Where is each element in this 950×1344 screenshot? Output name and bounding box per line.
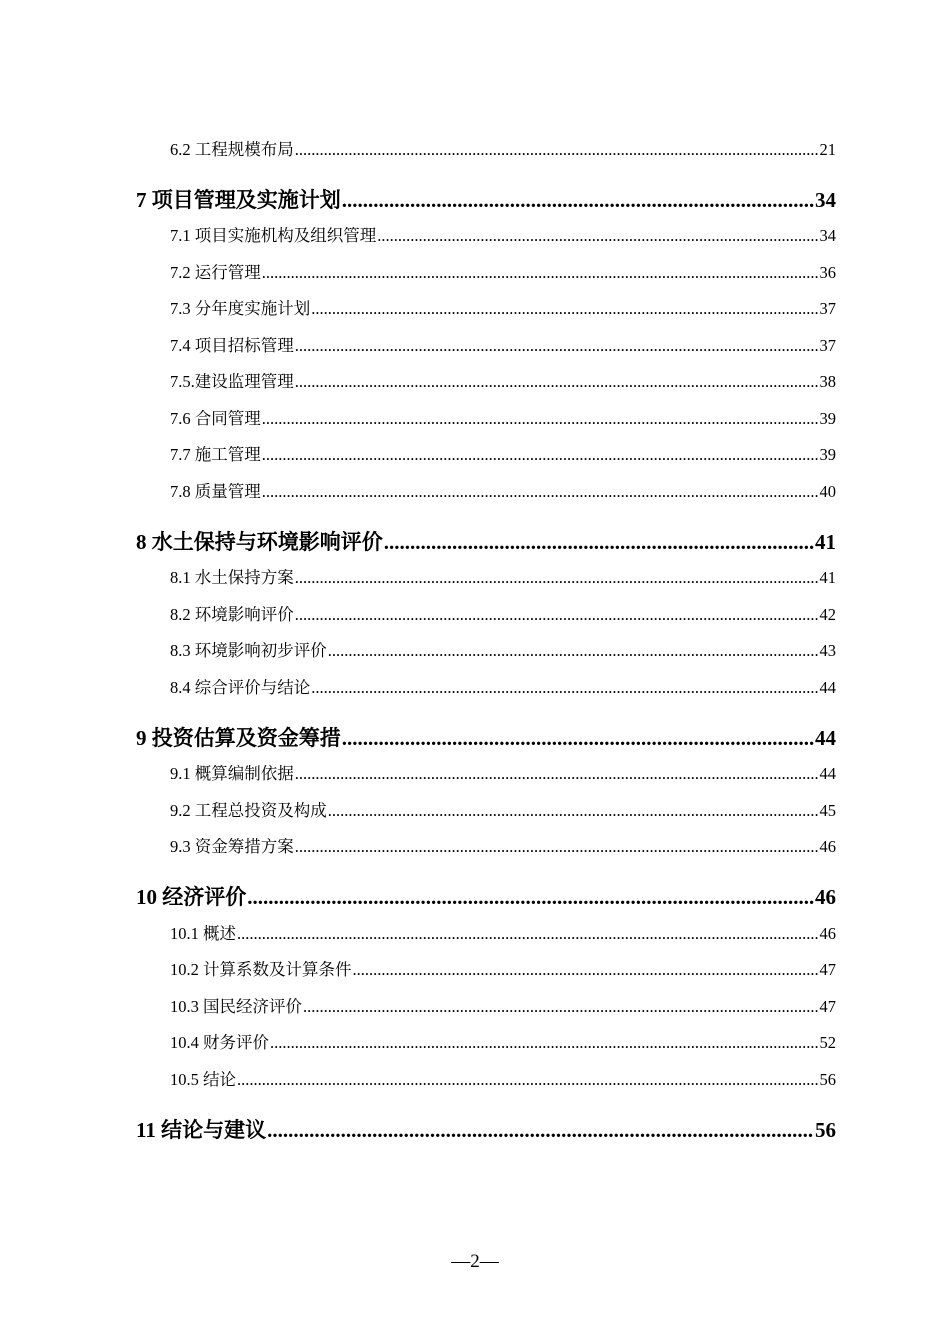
toc-entry[interactable] — [170, 762, 836, 786]
toc-entry[interactable] — [170, 958, 836, 982]
toc-chapter-entry[interactable] — [136, 882, 836, 912]
toc-entry-title: 7.6 合同管理 — [170, 409, 261, 428]
toc-entry-title: 7.3 分年度实施计划 — [170, 299, 311, 318]
toc-dot-leader — [303, 995, 819, 1019]
toc-entry-title: 10.1 概述 — [170, 924, 236, 943]
toc-entry-page: 47 — [819, 997, 836, 1016]
toc-dot-leader — [295, 370, 819, 394]
toc-chapter-title: 8 水土保持与环境影响评价 — [136, 530, 383, 554]
toc-entry-title: 6.2 工程规模布局 — [170, 140, 294, 159]
toc-dot-leader — [262, 443, 819, 467]
toc-entry[interactable] — [170, 261, 836, 285]
toc-entry-title: 8.4 综合评价与结论 — [170, 678, 311, 697]
toc-dot-leader — [342, 723, 814, 753]
toc-dot-leader — [328, 639, 819, 663]
toc-chapter-title: 11 结论与建议 — [136, 1118, 267, 1142]
toc-entry-page: 41 — [819, 568, 836, 587]
toc-entry[interactable] — [170, 480, 836, 504]
toc-entry[interactable] — [170, 1031, 836, 1055]
toc-entry-title: 7.5.建设监理管理 — [170, 372, 294, 391]
toc-entry[interactable] — [170, 603, 836, 627]
toc-dot-leader — [295, 138, 819, 162]
toc-entry-page: 47 — [819, 960, 836, 979]
toc-chapter-entry[interactable] — [136, 527, 836, 557]
toc-entry-page: 44 — [819, 764, 836, 783]
toc-dot-leader — [384, 527, 814, 557]
toc-chapter-page: 34 — [815, 188, 836, 212]
toc-entry[interactable] — [170, 443, 836, 467]
toc-entry[interactable] — [170, 370, 836, 394]
toc-entry[interactable] — [170, 297, 836, 321]
toc-entry-title: 8.3 环境影响初步评价 — [170, 641, 327, 660]
toc-entry-page: 43 — [819, 641, 836, 660]
toc-entry[interactable] — [170, 799, 836, 823]
toc-entry[interactable] — [170, 138, 836, 162]
toc-entry-title: 9.2 工程总投资及构成 — [170, 801, 327, 820]
toc-entry-page: 46 — [819, 837, 836, 856]
toc-entry[interactable] — [170, 566, 836, 590]
toc-entry-page: 38 — [819, 372, 836, 391]
toc-dot-leader — [353, 958, 819, 982]
toc-dot-leader — [295, 566, 819, 590]
toc-chapter-page: 56 — [815, 1118, 836, 1142]
toc-entry[interactable] — [170, 1068, 836, 1092]
toc-dot-leader — [295, 603, 819, 627]
page-number-footer: —2— — [451, 1251, 499, 1272]
toc-chapter-title: 9 投资估算及资金筹措 — [136, 726, 341, 750]
toc-entry-page: 44 — [819, 678, 836, 697]
toc-dot-leader — [311, 676, 818, 700]
toc-dot-leader — [295, 762, 819, 786]
toc-chapter-title: 7 项目管理及实施计划 — [136, 188, 341, 212]
toc-entry-title: 10.5 结论 — [170, 1070, 236, 1089]
toc-dot-leader — [262, 261, 819, 285]
toc-entry-title: 10.3 国民经济评价 — [170, 997, 302, 1016]
toc-entry-page: 37 — [819, 299, 836, 318]
toc-chapter-entry[interactable] — [136, 1115, 836, 1145]
toc-dot-leader — [262, 480, 819, 504]
toc-chapter-page: 46 — [815, 885, 836, 909]
toc-entry-page: 39 — [819, 445, 836, 464]
toc-entry[interactable] — [170, 995, 836, 1019]
toc-entry-page: 37 — [819, 336, 836, 355]
toc-entry-page: 21 — [819, 140, 836, 159]
toc-entry[interactable] — [170, 922, 836, 946]
toc-chapter-entry[interactable] — [136, 723, 836, 753]
toc-dot-leader — [262, 407, 819, 431]
toc-entry[interactable] — [170, 334, 836, 358]
toc-dot-leader — [247, 882, 814, 912]
toc-dot-leader — [295, 835, 819, 859]
toc-entry-page: 39 — [819, 409, 836, 428]
toc-entry-page: 52 — [819, 1033, 836, 1052]
toc-entry-title: 10.2 计算系数及计算条件 — [170, 960, 352, 979]
toc-dot-leader — [267, 1115, 814, 1145]
toc-dot-leader — [342, 185, 814, 215]
toc-entry-title: 7.1 项目实施机构及组织管理 — [170, 226, 377, 245]
toc-entry-title: 9.1 概算编制依据 — [170, 764, 294, 783]
toc-entry-page: 46 — [819, 924, 836, 943]
toc-entry-page: 36 — [819, 263, 836, 282]
toc-entry-title: 7.7 施工管理 — [170, 445, 261, 464]
toc-entry-page: 34 — [819, 226, 836, 245]
toc-entry-page: 45 — [819, 801, 836, 820]
toc-dot-leader — [270, 1031, 819, 1055]
toc-chapter-entry[interactable] — [136, 185, 836, 215]
toc-dot-leader — [311, 297, 818, 321]
toc-entry[interactable] — [170, 224, 836, 248]
toc-chapter-title: 10 经济评价 — [136, 885, 247, 909]
toc-entry[interactable] — [170, 835, 836, 859]
toc-entry-title: 8.1 水土保持方案 — [170, 568, 294, 587]
toc-entry-title: 10.4 财务评价 — [170, 1033, 269, 1052]
toc-entry-title: 8.2 环境影响评价 — [170, 605, 294, 624]
toc-entry-page: 40 — [819, 482, 836, 501]
toc-entry[interactable] — [170, 676, 836, 700]
toc-chapter-page: 41 — [815, 530, 836, 554]
toc-entry-page: 42 — [819, 605, 836, 624]
toc-entry-title: 9.3 资金筹措方案 — [170, 837, 294, 856]
toc-dot-leader — [295, 334, 819, 358]
toc-chapter-page: 44 — [815, 726, 836, 750]
toc-dot-leader — [237, 922, 819, 946]
toc-entry-page: 56 — [819, 1070, 836, 1089]
toc-dot-leader — [328, 799, 819, 823]
toc-entry-title: 7.8 质量管理 — [170, 482, 261, 501]
toc-entry[interactable] — [170, 407, 836, 431]
toc-dot-leader — [377, 224, 818, 248]
toc-dot-leader — [237, 1068, 819, 1092]
toc-entry-title: 7.2 运行管理 — [170, 263, 261, 282]
toc-entry-title: 7.4 项目招标管理 — [170, 336, 294, 355]
toc-entry[interactable] — [170, 639, 836, 663]
